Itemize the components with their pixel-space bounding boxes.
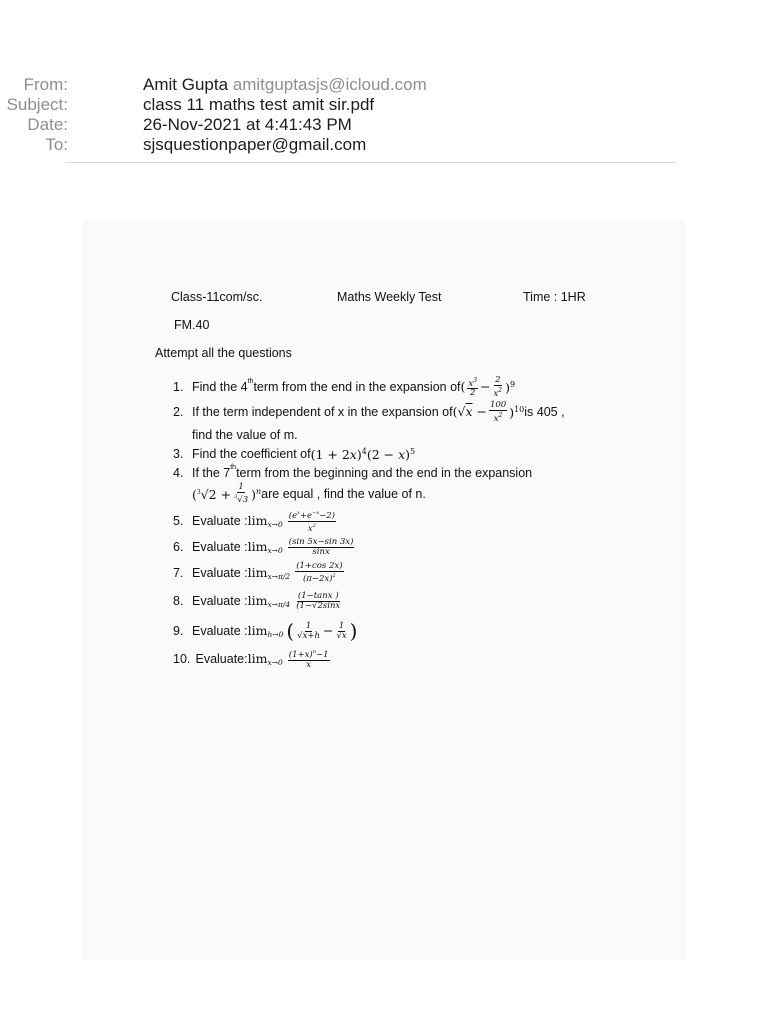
- from-label: From:: [23, 75, 68, 94]
- class-label: Class-11com/sc.: [171, 290, 263, 304]
- full-marks: FM.40: [174, 318, 210, 332]
- subject-label: Subject:: [6, 95, 68, 114]
- question-10: 10. Evaluate: lim x→0 $\frac{(1+x)^n-1}{x}$: [173, 649, 329, 670]
- time-label: Time : 1HR: [523, 290, 586, 304]
- recipient-address[interactable]: sjsquestionpaper@gmail.com: [143, 135, 367, 154]
- formula: (√x −: [452, 404, 487, 419]
- question-4: 4. If the 7 th term from the beginning and the end in the expansion: [173, 464, 533, 480]
- sender-name: Amit Gupta: [143, 75, 229, 94]
- formula: lim: [247, 593, 268, 608]
- to-row: [0, 135, 700, 155]
- question-9: 9. Evaluate : lim h→0 ( $\frac{1}{√x+h}$ − $\frac{1}{√x}$ ): [173, 619, 358, 643]
- from-row: [0, 75, 700, 95]
- question-1: 1. Find the 4 th term from the end in the expansion of ( $\frac{x^3}{2}$ − $\frac{2}{x^2}$ )$^9$: [173, 374, 516, 399]
- formula: lim: [247, 623, 268, 638]
- instruction: Attempt all the questions: [155, 346, 292, 360]
- question-6: 6. Evaluate : lim x→0 $\frac{(\sin 5x-\sin 3x)}{\sin x}$: [173, 536, 354, 557]
- date-label: Date:: [27, 115, 68, 134]
- formula: ($^3$√2 +: [192, 487, 232, 503]
- question-7: 7. Evaluate : lim x→π/2 $\frac{(1+\cos 2x)}{(\pi-2x)^2}$: [173, 561, 343, 584]
- question-8: 8. Evaluate : lim x→π/4 $\frac{(1-\tan x )}{(1-√2\sin x}$: [173, 590, 341, 611]
- question-5: 5. Evaluate : lim x→0 $\frac{(e^x+e^{-x}-2)}{x^2}$: [173, 509, 335, 534]
- formula: lim: [247, 651, 268, 666]
- sender-address[interactable]: amitguptasjs@icloud.com: [232, 75, 427, 94]
- header-divider: [65, 162, 676, 163]
- question-3: 3. Find the coefficient of $(1 + 2x)^4(2 - x)^5$: [173, 443, 415, 465]
- formula: $(1 + 2x)^4(2 - x)^5$: [310, 447, 416, 463]
- formula: lim: [247, 539, 268, 554]
- to-label: To:: [45, 135, 68, 154]
- formula: lim: [247, 565, 268, 580]
- subject-value: class 11 maths test amit sir.pdf: [143, 95, 375, 114]
- date-value: 26-Nov-2021 at 4:41:43 PM: [143, 115, 352, 134]
- question-2-continued: find the value of m.: [192, 428, 298, 442]
- subject-row: [0, 95, 700, 115]
- test-title: Maths Weekly Test: [337, 290, 442, 304]
- formula: lim: [247, 513, 268, 528]
- formula: (: [460, 379, 466, 394]
- date-row: [0, 115, 700, 135]
- question-4-continued: ($^3$√2 + $\frac{1}{^3√3}$ )$^n$ are equal , find the value of n.: [192, 482, 426, 505]
- question-2: 2. If the term independent of x in the expansion of (√x − $\frac{100}{x^2}$ )$^{10}$ is 405 ,: [173, 399, 565, 424]
